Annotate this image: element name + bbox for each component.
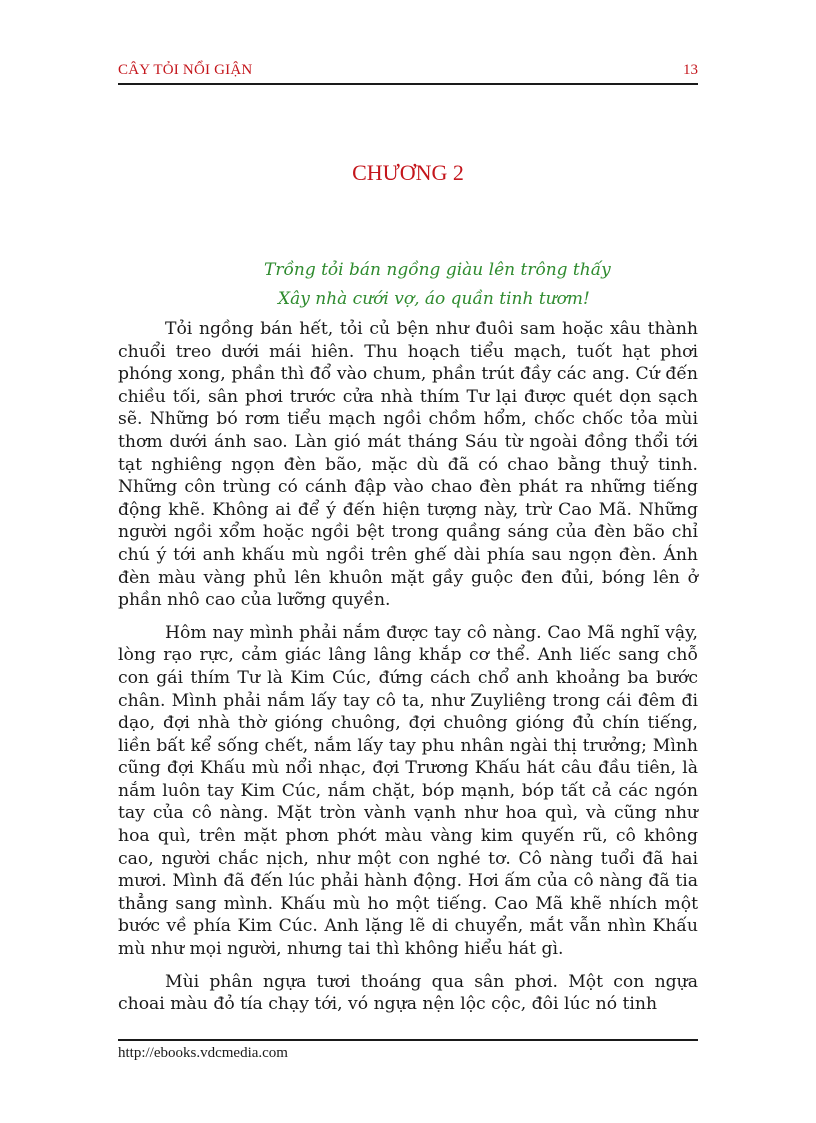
chapter-title: CHƯƠNG 2 — [352, 160, 464, 185]
paragraph: Tỏi ngồng bán hết, tỏi củ bện như đuôi sam hoặc xâu thành chuổi treo dưới mái hiên. Thu hoạch tiểu mạch, tuốt hạt phơi phóng xong, phần thì đổ vào chum, phần trút đầy các ang. Cứ đến chiều tối, sân phơi trước cửa nhà thím Tư lại được quét dọn sạch sẽ. Những bó rơm tiểu mạch ngồi chồm hổm, chốc chốc tỏa mùi thơm dưới ánh sao. Làn gió mát tháng Sáu từ ngoài đồng thổi tới tạt nghiêng ngọn đèn bão, mặc dù đã có chao bằng thuỷ tinh. Những côn trùng có cánh đập vào chao đèn phát ra những tiếng động khẽ. Không ai để ý đến hiện tượng này, trừ Cao Mã. Những người ngồi xổm hoặc ngồi bệt trong quầng sáng của đèn bão chỉ chú ý tới anh khấu mù ngồi trên ghế dài phía sau ngọn đèn. Ánh đèn màu vàng phủ lên khuôn mặt gầy guộc đen đủi, bóng lên ở phần nhô cao của lưỡng quyền. — [118, 319, 698, 611]
footer-divider — [118, 1039, 698, 1041]
paragraph: Mùi phân ngựa tươi thoáng qua sân phơi. Một con ngựa choai màu đỏ tía chạy tới, vó ngựa nện lộc cộc, đôi lúc nó tinh — [118, 971, 698, 1015]
header-divider — [118, 83, 698, 85]
chapter-body — [118, 318, 698, 1026]
footer-url[interactable]: http://ebooks.vdcmedia.com — [118, 1045, 288, 1061]
book-title: CÂY TỎI NỔI GIẬN — [118, 62, 253, 78]
epigraph-line-1: Trồng tỏi bán ngồng giàu lên trông thấy — [264, 260, 611, 280]
running-header — [118, 62, 698, 82]
paragraph: Hôm nay mình phải nắm được tay cô nàng. Cao Mã nghĩ vậy, lòng rạo rực, cảm giác lâng lâng khắp cơ thể. Anh liếc sang chỗ con gái thím Tư là Kim Cúc, đứng cách chổ anh khoảng ba bước chân. Mình phải nắm lấy tay cô ta, như Zuyliêng trong cái đêm đi dạo, đợi nhà thờ gióng chuông, đợi chuông gióng đủ chín tiếng, liền bất kể sống chết, nắm lấy tay phu nhân ngài thị trưởng; Mình cũng đợi Khấu mù nổi nhạc, đợi Trương Khấu hát câu đầu tiên, là nắm luôn tay Kim Cúc, nắm chặt, bóp mạnh, bóp tất cả các ngón tay của cô nàng. Mặt tròn vành vạnh như hoa quì, và cũng như hoa quì, trên mặt phơn phớt màu vàng kim quyến rũ, cô không cao, người chắc nịch, như một con nghé tơ. Cô nàng tuổi đã hai mươi. Mình đã đến lúc phải hành động. Hơi ấm của cô nàng đã tia thẳng sang mình. Khấu mù ho một tiếng. Cao Mã khẽ nhích một bước về phía Kim Cúc. Anh lặng lẽ di chuyển, mắt vẫn nhìn Khấu mù như mọi người, nhưng tai thì không hiểu hát gì. — [118, 622, 698, 960]
epigraph — [118, 256, 698, 314]
epigraph-line-2: Xây nhà cưới vợ, áo quần tinh tươm! — [278, 289, 590, 309]
page-number: 13 — [683, 62, 698, 78]
